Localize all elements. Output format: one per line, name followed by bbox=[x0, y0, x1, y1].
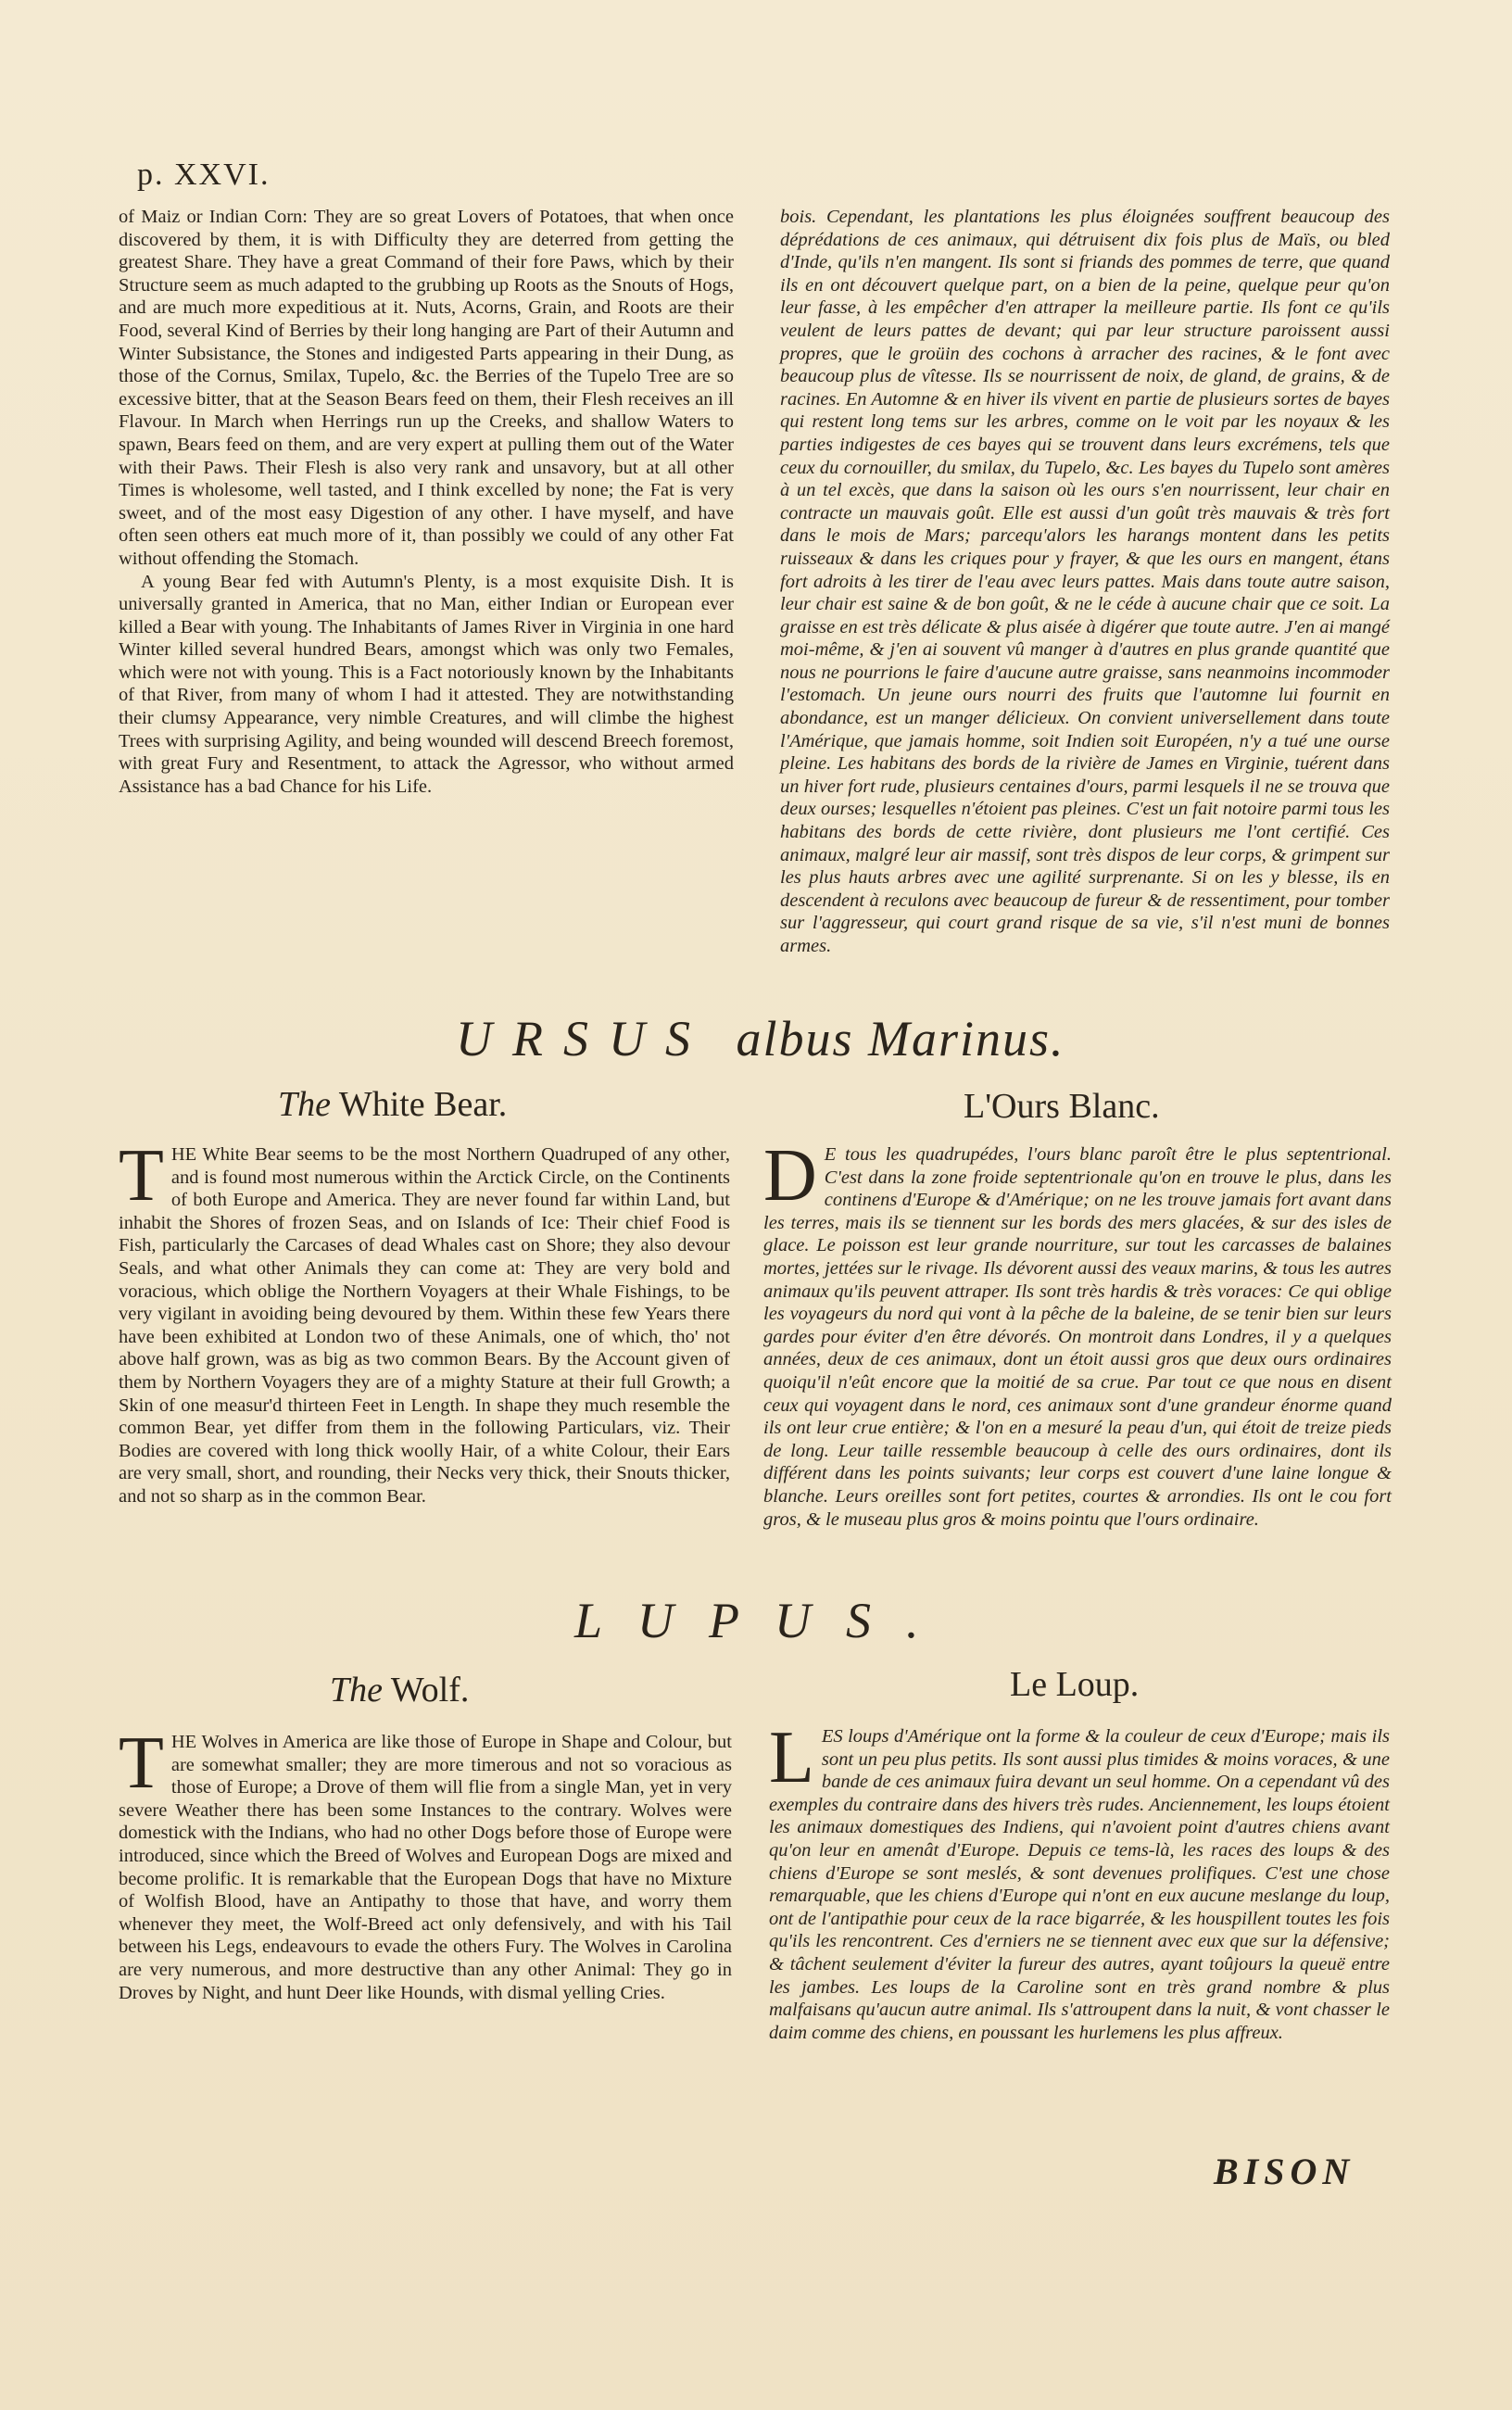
ours-blanc-french bbox=[763, 1135, 1392, 1531]
heading-name: White Bear. bbox=[338, 1085, 508, 1124]
drop-cap: D bbox=[763, 1135, 817, 1217]
white-bear-english bbox=[119, 1135, 730, 1508]
bear-continuation-english bbox=[119, 206, 734, 798]
drop-cap: L bbox=[769, 1717, 814, 1798]
ours-blanc-heading: L'Ours Blanc. bbox=[964, 1087, 1160, 1126]
paragraph: ES loups d'Amérique ont la forme & la couleur de ceux d'Europe; mais ils sont un peu plus petits. Ils sont aussi plus timides & moins voraces, & une bande de ces animaux fuira devant un seul homme. On a cependant vû des exemples du contraire dans des hivers très rudes. Anciennement, les loups étoient les animaux domestiques des Indiens, qui n'avoient point d'autres chiens avant qu'on leur en amenât d'Europe. Depuis ce tems-là, les races des loups & des chiens d'Europe se sont meslés, & sont devenues prolifiques. C'est une chose remarquable, que les chiens d'Europe qui n'ont en eux aucune meslange du loup, ont de l'antipathie pour ceux de la race bigarrée, & les houspillent toutes les fois qu'ils les rencontrent. Ces d'erniers ne se tiennent avec eux que sur la défensive; & tâchent seulement d'éviter la fureur des autres, ayant toûjours la queuë entre les jambes. Les loups de la Caroline sont en très grand nombre & plus malfaisans qu'aucun autre animal. Ils s'attroupent dans la nuit, & vont chasser le daim comme des chiens, en poussant les hurlemens les plus affreux. bbox=[769, 1726, 1390, 2043]
catchword: BISON bbox=[1214, 2151, 1355, 2192]
paragraph: bois. Cependant, les plantations les plus éloignées souffrent beaucoup des déprédations de ces animaux, qui détruisent dix fois plus de Maïs, ou bled d'Inde, qu'ils n'en mangent. Ils sont si friands des pommes de terre, que quand ils en ont découvert quelque part, on a bien de la peine, quelque peur qu'on leur fasse, à les empêcher d'en attraper la meilleure partie. Ils font ce qu'ils veulent de leurs pattes de devant; qui par leur structure paroissent aussi propres, que le groüin des cochons à arracher des racines, & le font avec beaucoup plus de vîtesse. Ils se nourrissent de noix, de gland, de grains, & de racines. En Automne & en hiver ils vivent en partie de plusieurs sortes de bayes qui restent long tems sur les arbres, comme on le voit par les noyaux & les parties indigestes de ces bayes qui se trouvent dans leurs excrémens, tels que ceux du cornouiller, du smilax, du Tupelo, &c. Les bayes du Tupelo sont amères à un tel excès, que dans la saison où les ours s'en nourrissent, leur chair en contracte un mauvais goût. Elle est aussi d'un goût très mauvais & très fort dans le mois de Mars; parcequ'alors les harangs montent dans les petits ruisseaux & dans les criques pour y frayer, & que les ours en mangent, étans fort adroits à les tirer de l'eau avec leurs pattes. Mais dans toute autre saison, leur chair est saine & de bon goût, & ne le céde à aucune chair que ce soit. La graisse en est très délicate & plus aisée à digérer que toute autre. J'en ai mangé moi-même, & j'en ai souvent vû manger à d'autres en plus grande quantité que nous ne pourrions le faire d'aucune autre graisse, sans neanmoins incommoder l'estomach. Un jeune ours nourri des fruits que l'automne lui fournit en abondance, est un manger délicieux. On convient universellement dans toute l'Amérique, que jamais homme, soit Indien soit Européen, n'y a tué une ourse pleine. Les habitans des bords de la rivière de James en Virginie, tuérent dans un hiver fort rude, plusieurs centaines d'ours, parmi lesquels il ne se trouva que deux ourses; lesquelles n'étoient pas pleines. C'est un fait notoire parmi tous les habitans des bords de cette rivière, dont plusieurs me l'ont certifié. Ces animaux, malgré leur air massif, sont très dispos de leur corps, & grimpent sur les plus hauts arbres avec une agilité surprenante. Si on les y blesse, ils en descendent à reculons avec beaucoup de fureur & de ressentiment, pour tomber sur l'aggresseur, qui court grand risque de sa vie, s'il n'est muni de bonnes armes. bbox=[780, 207, 1390, 956]
drop-cap: T bbox=[119, 1135, 164, 1217]
paragraph: HE White Bear seems to be the most Northern Quadruped of any other, and is found most numerous within the Arctick Circle, on the Continents of both Europe and America. They are never found far within Land, but inhabit the Shores of frozen Seas, and on Islands of Ice: Their chief Food is Fish, particularly the Carcases of dead Whales cast on Shore; they also devour Seals, and what other Animals they can come at: They are very bold and voracious, which oblige the Northern Voyagers at their Whale Fishings, to be very vigilant in avoiding being devoured by them. Within these few Years there have been exhibited at London two of these Animals, one of which, tho' not above half grown, was as big as two common Bears. By the Account given of them by Northern Voyagers they are of a mighty Stature at their full Growth; a Skin of one measur'd thirteen Feet in Length. In shape they much resemble the common Bear, yet differ from them in the following Particulars, viz. Their Bodies are covered with long thick woolly Hair, of a white Colour, their Ears are very small, short, and rounding, their Necks very thick, their Snouts thicker, and not so sharp as in the common Bear. bbox=[119, 1144, 730, 1507]
lupus-title: LUPUS. bbox=[574, 1593, 954, 1648]
paragraph: HE Wolves in America are like those of Europe in Shape and Colour, but are somewhat smaller; they are more timerous and not so voracious as those of Europe; a Drove of them will flie from a single Man, yet in very severe Weather there has been some Instances to the contrary. Wolves were domestick with the Indians, who had no other Dogs before those of Europe were introduced, since which the Breed of Wolves and European Dogs are mixed and become prolific. It is remarkable that the European Dogs that have no Mixture of Wolfish Blood, have an Antipathy to those that have, and worry them whenever they meet, the Wolf-Breed act only defensively, and with his Tail between his Legs, endeavours to evade the others Fury. The Wolves in Carolina are very numerous, and more destructive than any other Animal: They go in Droves by Night, and hunt Deer like Hounds, with dismal yelling Cries. bbox=[119, 1732, 732, 2003]
title-genus: URSUS bbox=[456, 1011, 711, 1066]
title-species: albus Marinus. bbox=[736, 1011, 1065, 1066]
ursus-title bbox=[456, 1010, 1065, 1067]
wolf-english bbox=[119, 1722, 732, 2004]
paragraph: A young Bear fed with Autumn's Plenty, is a most exquisite Dish. It is universally granted in America, that no Man, either Indian or European ever killed a Bear with young. The Inhabitants of James River in Virginia in one hard Winter killed several hundred Bears, amongst which was only two Females, which were not with young. This is a Fact notoriously known by the Inhabitants of that River, from many of whom I had it attested. They are notwithstanding their clumsy Appearance, very nimble Creatures, and will climbe the highest Trees with surprising Agility, and being wounded will descend Breech foremost, with great Fury and Resentment, to attack the Agressor, who without armed Assistance has a bad Chance for his Life. bbox=[119, 571, 734, 797]
le-loup-heading: Le Loup. bbox=[1010, 1665, 1140, 1704]
page-number: p. XXVI. bbox=[137, 158, 271, 192]
drop-cap: T bbox=[119, 1722, 164, 1804]
paragraph: E tous les quadrupédes, l'ours blanc paroît être le plus septentrional. C'est dans la zone froide septentrionale qu'on en trouve le plus, dans les continens d'Europe & d'Amérique; on ne les trouve jamais fort avant dans les terres, mais ils se tiennent sur les bords des mers glacées, & sur des isles de glace. Le poisson est leur grande nourriture, sur tout les carcasses de balaines mortes, jettées sur le rivage. Ils dévorent aussi des veaux marins, & tous les autres animaux qu'ils peuvent attraper. Ils sont très hardis & très voraces: Ce qui oblige les voyageurs du nord qui vont à la pêche de la baleine, de se tenir bien sur leurs gardes pour éviter d'en être dévorés. On montroit dans Londres, il y a quelques années, deux de ces animaux, dont un étoit aussi gros que deux ours ordinaires quoiqu'il n'eût encore que la moitié de sa crue. Par tout ce que nous en disent ceux qui voyagent dans le nord, ces animaux sont d'une grandeur énorme quand ils ont leur crue entière; & l'on en a mesuré la peau d'un, qui étoit de treize pieds de long. Leur taille ressemble beaucoup à celle des ours ordinaires, dont ils différent dans les points suivants; leur corps est couvert d'une laine longue & blanche. Leurs oreilles sont fort petites, courtes & arrondies. Ils ont le cou fort gros, & le museau plus gros & moins pointu que l'ours ordinaire. bbox=[763, 1144, 1392, 1530]
paragraph: of Maiz or Indian Corn: They are so great Lovers of Potatoes, that when once discovered by them, it is with Difficulty they are deterred from getting the greatest Share. They have a great Command of their fore Paws, which by their Structure seem as much adapted to the grubbing up Roots as the Snouts of Hogs, and are much more expeditious at it. Nuts, Acorns, Grain, and Roots are their Food, several Kind of Berries by their long hanging are Part of their Autumn and Winter Subsistance, the Stones and indigested Parts appearing in their Dung, as those of the Cornus, Smilax, Tupelo, &c. the Berries of the Tupelo Tree are so excessive bitter, that at the Season Bears feed on them, their Flesh receives an ill Flavour. In March when Herrings run up the Creeks, and shallow Waters to spawn, Bears feed on them, and are very expert at pulling them out of the Water with their Paws. Their Flesh is also very rank and unsavory, but at all other Times is wholesome, well tasted, and I think excelled by none; the Fat is very sweet, and of the most easy Digestion of any other. I have myself, and have often seen others eat much more of it, than possibly we could of any other Fat without offending the Stomach. bbox=[119, 207, 734, 569]
heading-article: The bbox=[278, 1085, 331, 1124]
le-loup-french bbox=[769, 1717, 1390, 2044]
heading-article: The bbox=[330, 1671, 383, 1710]
white-bear-heading bbox=[278, 1084, 507, 1125]
wolf-heading bbox=[330, 1670, 469, 1710]
heading-name: Wolf. bbox=[390, 1671, 470, 1710]
bear-continuation-french bbox=[780, 206, 1390, 958]
